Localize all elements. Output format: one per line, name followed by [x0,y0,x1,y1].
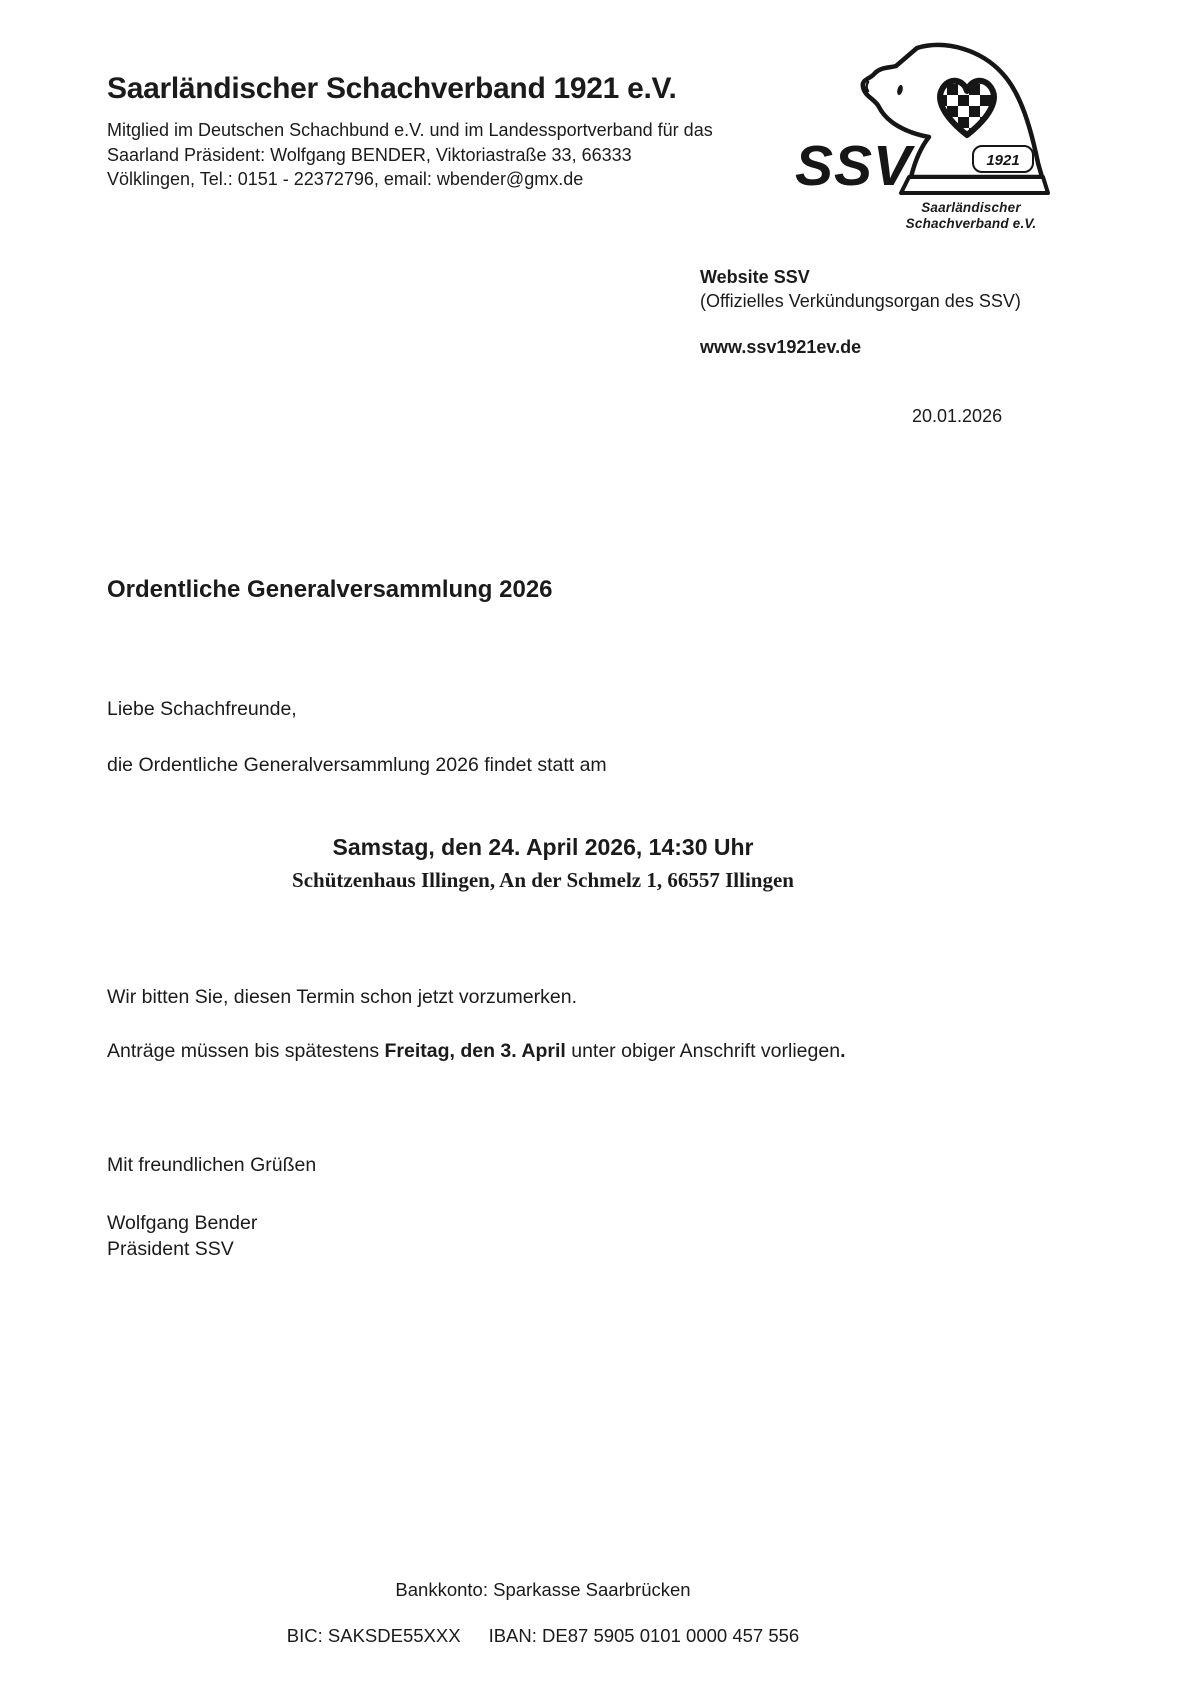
event-block [107,834,979,893]
footer-bank-line: Bankkonto: Sparkasse Saarbrücken [395,1579,691,1600]
logo-acronym: SSV [795,134,913,198]
footer-bic: BIC: SAKSDE55XXX [286,1625,461,1646]
signature-block [107,1210,257,1262]
logo-caption [891,200,1051,232]
sender-address-block [107,118,713,192]
website-subtitle: (Offizielles Verkündungsorgan des SSV) [700,291,1021,311]
website-url: www.ssv1921ev.de [700,337,862,357]
page-title: Saarländischer Schachverband 1921 e.V. [107,72,677,106]
address-line: Völklingen, Tel.: 0151 - 22372796, email: wbender@gmx.de [107,169,584,189]
deadline-text: unter obiger Anschrift vorliegen [565,1040,841,1062]
deadline-paragraph [107,1040,845,1063]
footer-iban: IBAN: DE87 5905 0101 0000 457 556 [488,1625,800,1646]
ssv-logo [793,40,1055,232]
closing-line: Mit freundlichen Grüßen [107,1154,317,1176]
website-block [700,265,1021,359]
reminder-paragraph: Wir bitten Sie, diesen Termin schon jetzt vorzumerken. [107,986,577,1008]
event-venue: Schützenhaus Illingen, An der Schmelz 1, 66557 Illingen [292,868,794,892]
intro-paragraph: die Ordentliche Generalversammlung 2026 findet statt am [107,754,607,776]
signature-title: Präsident SSV [107,1238,234,1260]
address-line: Saarland Präsident: Wolfgang BENDER, Viktoriastraße 33, 66333 [107,144,632,165]
deadline-date: Freitag, den 3. April [384,1040,566,1062]
logo-year: 1921 [986,152,1020,169]
address-line: Mitglied im Deutschen Schachbund e.V. und im Landessportverband für das [107,120,713,140]
signature-name: Wolfgang Bender [107,1212,258,1234]
event-datetime: Samstag, den 24. April 2026, 14:30 Uhr [332,834,754,860]
deadline-text: Anträge müssen bis spätestens [107,1040,385,1062]
logo-caption-line: Saarländischer [921,200,1021,215]
subject-line: Ordentliche Generalversammlung 2026 [107,576,553,603]
logo-caption-line: Schachverband e.V. [905,216,1037,231]
knight-logo-icon [793,40,1055,198]
deadline-period: . [840,1040,846,1062]
footer-account-line [107,1625,979,1647]
salutation: Liebe Schachfreunde, [107,698,297,720]
website-label: Website SSV [700,267,810,287]
letter-date: 20.01.2026 [912,406,1003,426]
